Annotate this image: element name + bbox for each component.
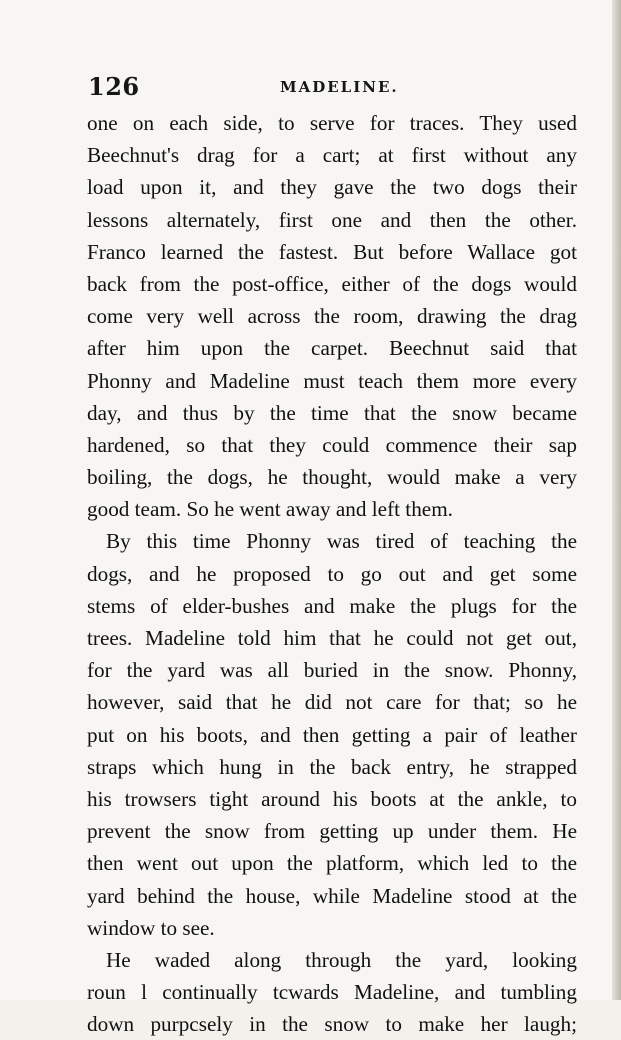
- text-line: prevent the snow from getting up under them. He: [87, 819, 577, 844]
- text-line: for the yard was all buried in the snow. Phonny,: [87, 658, 577, 683]
- page-edge: [612, 0, 621, 1000]
- text-line: hardened, so that they could commence their sap: [87, 432, 577, 457]
- text-line: By this time Phonny was tired of teaching the: [106, 529, 577, 554]
- text-line: He waded along through the yard, looking: [106, 947, 577, 972]
- text-line: back from the post-office, either of the dogs would: [87, 271, 577, 296]
- text-line: Beechnut's drag for a cart; at first without any: [87, 143, 577, 168]
- text-line: day, and thus by the time that the snow became: [87, 400, 577, 425]
- text-line: one on each side, to serve for traces. They used: [87, 111, 577, 135]
- text-line: load upon it, and they gave the two dogs their: [87, 175, 577, 200]
- text-line: good team. So he went away and left them.: [87, 497, 453, 522]
- text-line: after him upon the carpet. Beechnut said that: [87, 336, 577, 361]
- text-line: Phonny and Madeline must teach them more every: [87, 368, 577, 393]
- text-line: his trowsers tight around his boots at the ankle, to: [87, 786, 577, 811]
- text-line: Franco learned the fastest. But before Wallace got: [87, 239, 577, 264]
- text-line: trees. Madeline told him that he could not get out,: [87, 626, 577, 650]
- page-header: [88, 70, 578, 104]
- text-line: then went out upon the platform, which led to the: [87, 851, 577, 876]
- text-line: window to see.: [87, 915, 215, 940]
- text-line: put on his boots, and then getting a pair of leather: [87, 722, 577, 747]
- running-title: MADELINE.: [280, 78, 399, 96]
- text-line: boiling, the dogs, he thought, would make a very: [87, 465, 577, 490]
- text-line: yard behind the house, while Madeline stood at the: [87, 883, 577, 908]
- text-line: roun l continually tcwards Madeline, and tumbling: [87, 980, 577, 1005]
- text-line: lessons alternately, first one and then the other.: [87, 207, 577, 232]
- text-line: dogs, and he proposed to go out and get some: [87, 561, 577, 586]
- body-text: [87, 107, 577, 1040]
- text-line: stems of elder-bushes and make the plugs for the: [87, 593, 577, 618]
- text-line: down purpcsely in the snow to make her laugh;: [87, 1012, 577, 1037]
- page-number: 126: [88, 72, 140, 101]
- text-line: straps which hung in the back entry, he strapped: [87, 754, 577, 779]
- text-line: come very well across the room, drawing the drag: [87, 304, 577, 329]
- text-line: however, said that he did not care for that; so he: [87, 690, 577, 715]
